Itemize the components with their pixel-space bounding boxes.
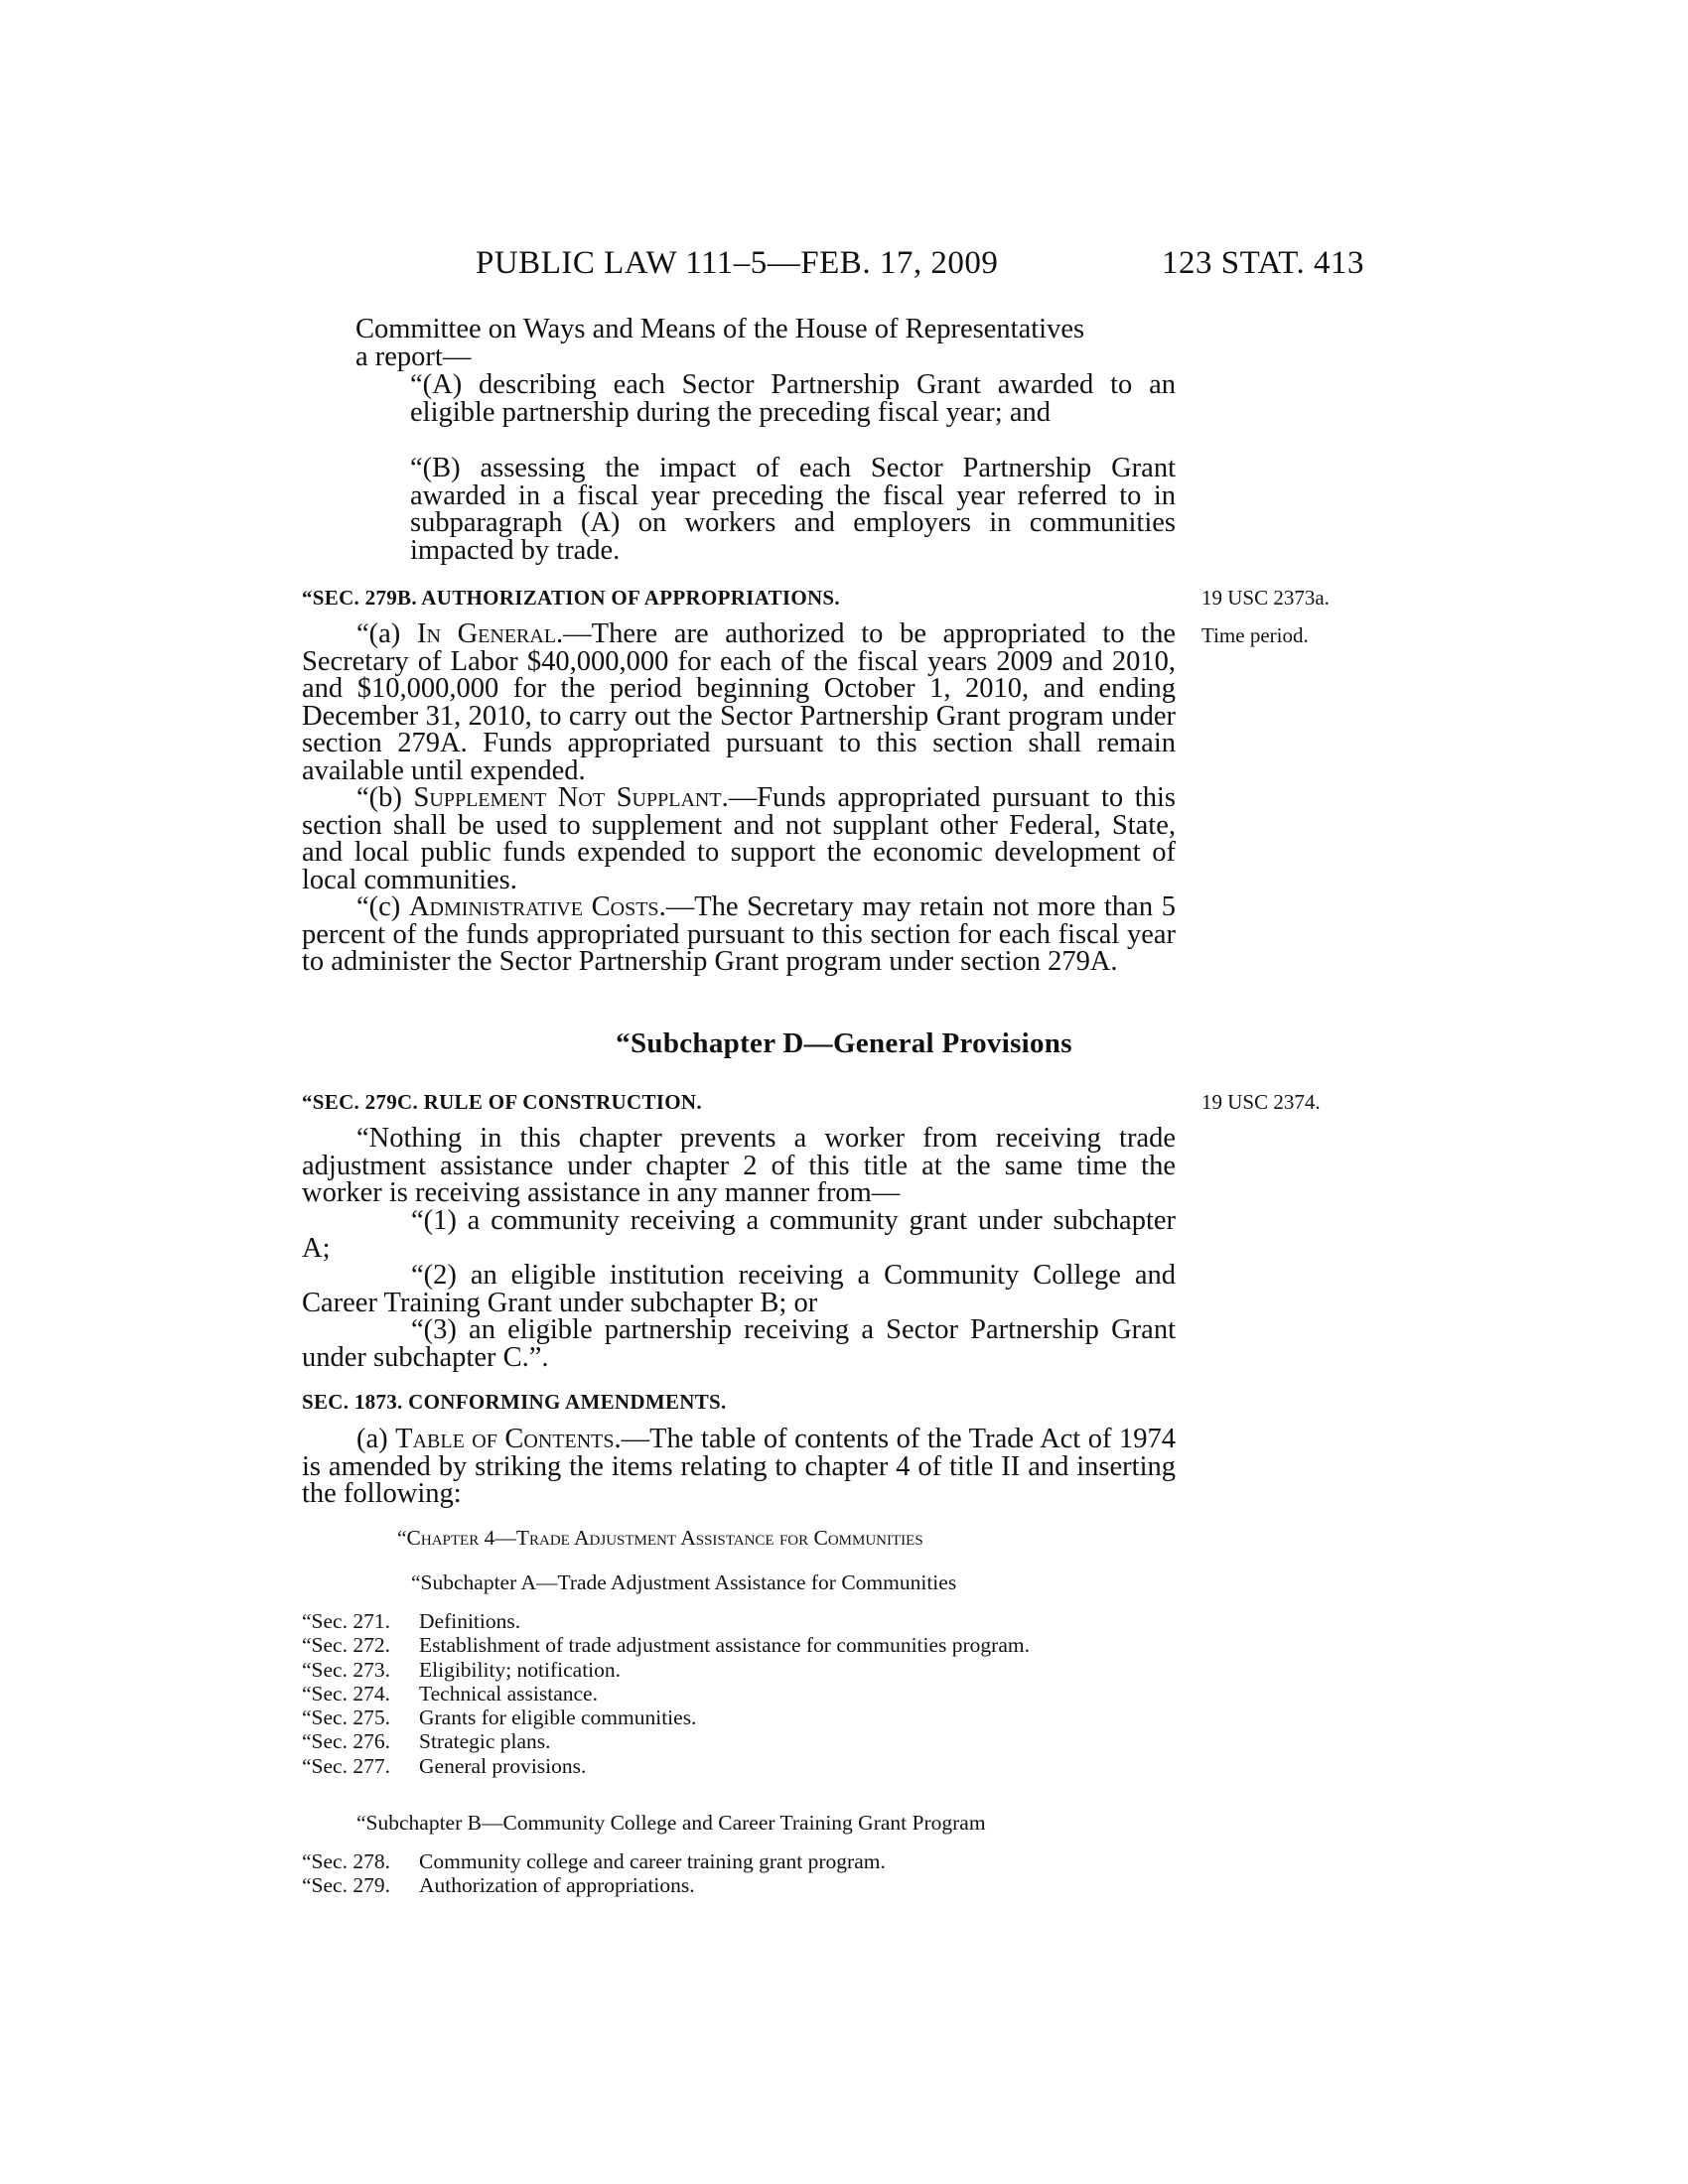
- page-header: [0, 245, 1688, 295]
- toc-entry-number: “Sec. 273.: [302, 1657, 390, 1682]
- section-279b-b-caption: Supplement Not Supplant: [413, 782, 722, 813]
- section-279b-a-prefix: “(a): [356, 618, 417, 649]
- section-279b-b: [302, 784, 1176, 893]
- margin-note-19-usc-2374: 19 USC 2374.: [1201, 1090, 1321, 1114]
- toc-entry: [302, 1729, 1030, 1753]
- toc-entry-number: “Sec. 272.: [302, 1633, 390, 1658]
- section-279c-text: “Nothing in this chapter prevents a worker from receiving trade adjustment assistance under chapter 2 of this title at the same time the worker is receiving assistance in any manner from—: [302, 1123, 1176, 1208]
- toc-entry-title: Authorization of appropriations.: [419, 1873, 695, 1898]
- toc-entry: [302, 1609, 1030, 1633]
- toc-entry-title: Strategic plans.: [419, 1729, 551, 1754]
- toc-entry-title: General provisions.: [419, 1753, 587, 1778]
- toc-entry-number: “Sec. 277.: [302, 1753, 390, 1778]
- section-279c-heading: “SEC. 279C. RULE OF CONSTRUCTION.: [302, 1090, 702, 1114]
- toc-entry: [302, 1754, 1030, 1778]
- toc-entry-number: “Sec. 276.: [302, 1729, 390, 1754]
- toc-chapter-heading: [397, 1526, 923, 1551]
- toc-entry: [302, 1633, 1030, 1657]
- toc-entry-number: “Sec. 271.: [302, 1609, 390, 1633]
- section-279c-item-2: “(2) an eligible institution receiving a Community College and Career Training Grant under subchapter B; or: [302, 1260, 1176, 1318]
- margin-note-19-usc-2373a: 19 USC 2373a.: [1201, 586, 1330, 610]
- toc-entry-title: Establishment of trade adjustment assistance for communities program.: [419, 1633, 1030, 1658]
- toc-chapter-caption: Chapter 4—Trade Adjustment Assistance for Communities: [406, 1526, 923, 1550]
- page-title: PUBLIC LAW 111–5—FEB. 17, 2009: [476, 245, 999, 281]
- section-1873-heading: SEC. 1873. CONFORMING AMENDMENTS.: [302, 1390, 727, 1414]
- subchapter-d-heading: “Subchapter D—General Provisions: [616, 1027, 1072, 1059]
- section-279b-c: [302, 893, 1176, 976]
- intro-item-b: [410, 455, 1176, 564]
- toc-entry: [302, 1849, 886, 1873]
- toc-entry-title: Community college and career training grant program.: [419, 1849, 886, 1873]
- section-1873-a-text: .—The table of contents of the Trade Act of 1974 is amended by striking the items relating to chapter 4 of title II and inserting the following:: [302, 1424, 1176, 1509]
- section-279b-a: [302, 620, 1176, 784]
- toc-entry-number: “Sec. 274.: [302, 1681, 390, 1706]
- section-279b-a-text: .—There are authorized to be appropriated to the Secretary of Labor $40,000,000 for each of the fiscal years 2009 and 2010, and $10,000,000 for the period beginning October 1, 2010, and ending December 31, 2010, to carry out the Sector Partnership Grant program under section 279A. Funds appropriated pursuant to this section shall remain available until expended.: [302, 618, 1176, 786]
- toc-entry-number: “Sec. 279.: [302, 1873, 390, 1898]
- margin-note-time-period: Time period.: [1201, 623, 1309, 647]
- section-1873-a: [302, 1426, 1176, 1508]
- intro-item-a: [410, 371, 1176, 426]
- section-1873-a-caption: Table of Contents: [395, 1424, 615, 1454]
- toc-entry-number: “Sec. 275.: [302, 1706, 390, 1730]
- toc-entry: [302, 1658, 1030, 1682]
- section-279b-c-prefix: “(c): [356, 891, 409, 922]
- intro-item-a-text: “(A) describing each Sector Partnership Grant awarded to an eligible partnership during the preceding fiscal year; and: [410, 369, 1176, 428]
- toc-entry-number: “Sec. 278.: [302, 1849, 390, 1873]
- section-279b-a-caption: In General: [416, 618, 557, 649]
- toc-entry-title: Grants for eligible communities.: [419, 1706, 697, 1730]
- toc-chapter-prefix: “: [397, 1526, 407, 1550]
- toc-list-subchapter-b: [302, 1849, 886, 1898]
- section-279b-b-prefix: “(b): [356, 782, 414, 813]
- toc-entry-title: Eligibility; notification.: [419, 1657, 622, 1682]
- section-279b-c-caption: Administrative Costs: [408, 891, 659, 922]
- toc-subchapter-a-heading: “Subchapter A—Trade Adjustment Assistance for Communities: [411, 1570, 957, 1594]
- toc-entry: [302, 1706, 1030, 1729]
- section-279b-b-text: .—Funds appropriated pursuant to this section shall be used to supplement and not supplant other Federal, State, and local public funds expended to support the economic development of local communities.: [302, 782, 1176, 895]
- section-279b-heading: “SEC. 279B. AUTHORIZATION OF APPROPRIATIONS.: [302, 586, 840, 610]
- section-279c-item-3: “(3) an eligible partnership receiving a Sector Partnership Grant under subchapter C.”.: [302, 1314, 1176, 1373]
- toc-entry-title: Definitions.: [419, 1609, 521, 1633]
- toc-entry: [302, 1873, 886, 1897]
- section-1873-a-prefix: (a): [356, 1424, 396, 1454]
- intro-line-1: Committee on Ways and Means of the House of Representatives: [355, 314, 1085, 344]
- section-279c-item-1: “(1) a community receiving a community grant under subchapter A;: [302, 1205, 1176, 1264]
- toc-entry-title: Technical assistance.: [419, 1681, 598, 1706]
- toc-entry: [302, 1682, 1030, 1706]
- intro-line-2: a report—: [355, 341, 472, 372]
- toc-list-subchapter-a: [302, 1609, 1030, 1778]
- stat-page-number: 123 STAT. 413: [1162, 245, 1365, 281]
- toc-subchapter-b-heading: “Subchapter B—Community College and Career Training Grant Program: [356, 1811, 986, 1835]
- intro-item-b-text: “(B) assessing the impact of each Sector Partnership Grant awarded in a fiscal year preceding the fiscal year referred to in subparagraph (A) on workers and employers in communities impacted by trade.: [410, 453, 1176, 566]
- section-279b-c-text: .—The Secretary may retain not more than 5 percent of the funds appropriated pursuant to this section for each fiscal year to administer the Sector Partnership Grant program under section 279A.: [302, 891, 1177, 977]
